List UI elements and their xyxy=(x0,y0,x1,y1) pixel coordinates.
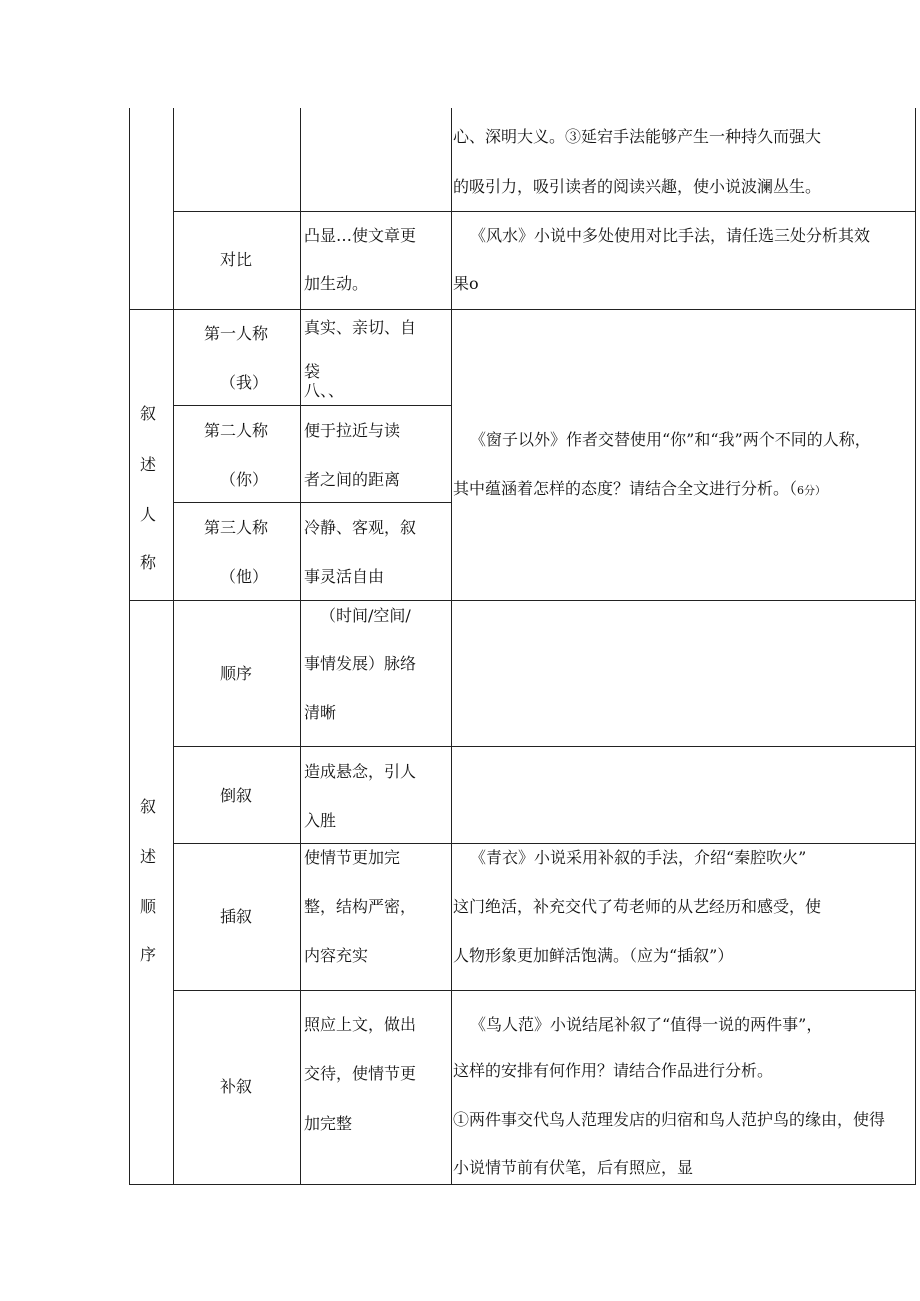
category-char: 述 xyxy=(140,847,157,866)
technique-label: （他） xyxy=(220,567,269,586)
grid-line xyxy=(451,108,452,1185)
effect-line: 造成悬念，引人 xyxy=(304,762,417,781)
technique-label: 第二人称 xyxy=(204,421,269,440)
example-line: 心、深明大义。③延宕手法能够产生一种持久而强大 xyxy=(453,127,822,146)
grid-line xyxy=(173,746,916,747)
grid-line xyxy=(129,1184,916,1185)
example-line: 《窗子以外》作者交替使用“你”和“我”两个不同的人称， xyxy=(470,430,871,449)
category-char: 称 xyxy=(140,553,157,572)
category-char: 述 xyxy=(140,455,157,474)
grid-line xyxy=(173,843,916,844)
technique-label: 倒叙 xyxy=(220,786,253,805)
technique-label: （你） xyxy=(220,470,269,489)
example-line: 《风水》小说中多处使用对比手法，请任选三处分析其效 xyxy=(470,226,871,245)
technique-label: （我） xyxy=(220,373,269,392)
effect-line: 加生动。 xyxy=(304,274,369,293)
category-char: 序 xyxy=(140,945,157,964)
technique-label: 对比 xyxy=(220,250,253,269)
grid-line xyxy=(173,502,452,503)
example-line: 《鸟人范》小说结尾补叙了“值得一说的两件事”， xyxy=(470,1015,823,1034)
effect-line: 交待，使情节更 xyxy=(304,1064,417,1083)
score-text: 6分） xyxy=(797,484,827,497)
example-line: 《青衣》小说采用补叙的手法，介绍“秦腔吹火” xyxy=(470,848,807,867)
effect-line: 者之间的距离 xyxy=(304,470,401,489)
example-line: 的吸引力，吸引读者的阅读兴趣，使小说波澜丛生。 xyxy=(453,177,822,196)
technique-label: 插叙 xyxy=(220,907,253,926)
category-char: 人 xyxy=(140,505,157,524)
effect-line: 真实、亲切、自 xyxy=(304,318,417,337)
grid-line xyxy=(129,108,130,1185)
grid-line xyxy=(300,108,301,1185)
category-char: 叙 xyxy=(140,404,157,423)
grid-line xyxy=(173,211,916,212)
example-line: 果o xyxy=(453,274,479,293)
effect-line: 便于拉近与读 xyxy=(304,421,401,440)
example-text: 其中蕴涵着怎样的态度？请结合全文进行分析。（ xyxy=(453,479,798,498)
effect-line: 清晰 xyxy=(304,703,337,722)
example-line: 人物形象更加鲜活饱满。（应为“插叙”） xyxy=(453,946,734,965)
technique-label: 第一人称 xyxy=(204,324,269,343)
example-line: 小说情节前有伏笔，后有照应，显 xyxy=(453,1158,694,1177)
grid-line xyxy=(173,108,174,1185)
category-char: 叙 xyxy=(140,797,157,816)
effect-line: 袋 xyxy=(304,362,321,381)
technique-label: 补叙 xyxy=(220,1077,253,1096)
effect-line: 整，结构严密， xyxy=(304,897,417,916)
example-line: 这样的安排有何作用？请结合作品进行分析。 xyxy=(453,1061,774,1080)
grid-line xyxy=(173,405,452,406)
effect-line: 内容充实 xyxy=(304,946,369,965)
effect-line: 事情发展）脉络 xyxy=(304,654,417,673)
example-line xyxy=(453,479,826,501)
effect-line: 事灵活自由 xyxy=(304,567,385,586)
effect-line: 入胜 xyxy=(304,811,337,830)
grid-line xyxy=(129,309,916,310)
effect-line: （时间/空间/ xyxy=(320,606,411,625)
effect-line: 照应上文，做出 xyxy=(304,1015,417,1034)
effect-line: 凸显…使文章更 xyxy=(304,226,417,245)
example-line: ①两件事交代鸟人范理发店的归宿和鸟人范护鸟的缘由，使得 xyxy=(453,1110,886,1129)
effect-line: 使情节更加完 xyxy=(304,848,401,867)
grid-line xyxy=(173,990,916,991)
effect-line: 冷静、客观，叙 xyxy=(304,518,417,537)
example-line: 这门绝活，补充交代了苟老师的从艺经历和感受，使 xyxy=(453,897,822,916)
grid-line xyxy=(915,108,916,1185)
effect-line: 八、、 xyxy=(304,381,345,400)
grid-line xyxy=(129,600,916,601)
category-char: 顺 xyxy=(140,897,157,916)
effect-line: 加完整 xyxy=(304,1114,353,1133)
technique-label: 顺序 xyxy=(220,664,253,683)
technique-label: 第三人称 xyxy=(204,518,269,537)
